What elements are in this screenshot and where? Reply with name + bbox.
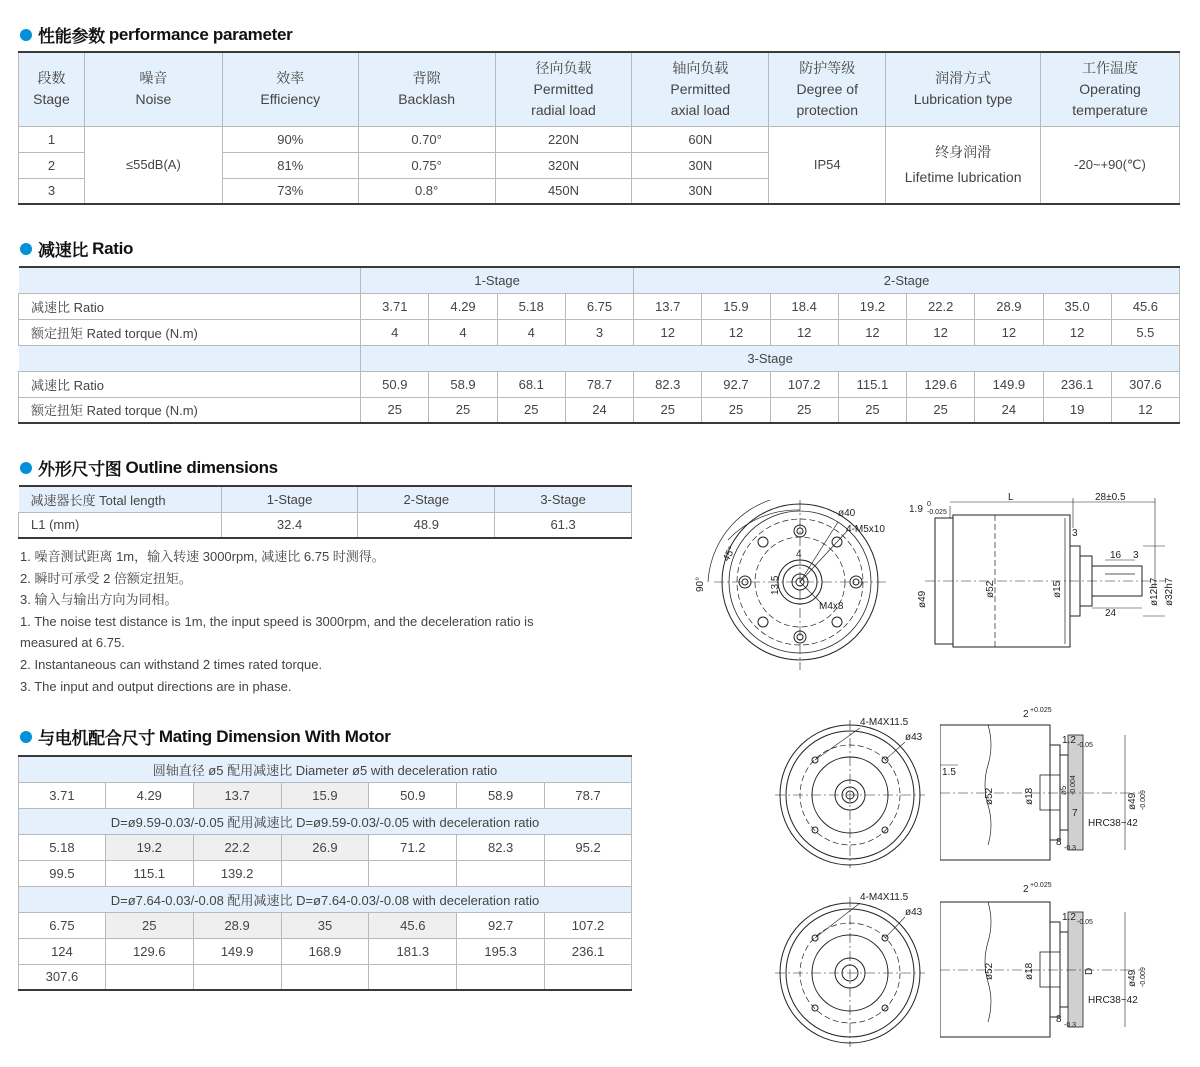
label-d52: ø52 [984, 787, 995, 805]
ratio-cell: 25 [907, 397, 975, 423]
bullet-dot-icon [20, 29, 32, 41]
section-title-zh: 性能参数 [38, 27, 105, 47]
length-cell: L1 (mm) [19, 512, 222, 538]
cell-backlash: 0.75° [358, 152, 495, 178]
mating-row [19, 782, 632, 808]
ratio-cell: 12 [838, 319, 906, 345]
length-cell: 48.9 [358, 512, 495, 538]
mating-cell: 115.1 [105, 860, 193, 886]
header-stage-3: 3-Stage [361, 345, 1180, 371]
section-title-outline [20, 455, 278, 480]
mating-cell: 58.9 [457, 782, 545, 808]
label-4: 4 [796, 549, 802, 560]
label-d49: ø49 [917, 590, 928, 608]
ratio-cell: 45.6 [1111, 293, 1179, 319]
ratio-cell: 92.7 [702, 371, 770, 397]
label-d18: ø18 [1024, 787, 1035, 805]
mating-cell: 129.6 [105, 938, 193, 964]
header-noise: 噪音 Noise [84, 52, 222, 126]
length-header: 3-Stage [495, 486, 632, 512]
mating-cell: 4.29 [105, 782, 193, 808]
ratio-cell: 24 [565, 397, 633, 423]
label-a45: 45° [721, 544, 739, 564]
performance-table [18, 51, 1180, 205]
ratio-table [18, 266, 1180, 424]
ratio-cell: 12 [1111, 397, 1179, 423]
ratio-cell: 12 [770, 319, 838, 345]
label-m4x115: 4-M4X11.5 [860, 892, 909, 903]
mating-cell: 107.2 [545, 912, 632, 938]
note: 3. The input and output directions are in phase. [20, 678, 292, 694]
section-title-ratio [20, 236, 133, 261]
length-cell: 61.3 [495, 512, 632, 538]
section-title-performance [20, 22, 292, 47]
ratio-cell: 3.71 [361, 293, 429, 319]
mating-cell [105, 964, 193, 990]
mating-cell: 6.75 [19, 912, 106, 938]
mating-cell: 95.2 [545, 834, 632, 860]
bullet-dot-icon [20, 243, 32, 255]
cell-stage: 3 [19, 178, 85, 204]
label-2tol: +0.025 [1030, 707, 1052, 714]
ratio-cell: 3 [565, 319, 633, 345]
ratio-cell: 12 [907, 319, 975, 345]
label-8: 8 [1056, 837, 1062, 848]
label-D: D [1084, 967, 1095, 975]
section-title-en: performance parameter [108, 24, 293, 44]
ratio-cell: 58.9 [429, 371, 497, 397]
label-hrc: HRC38~42 [1088, 818, 1138, 829]
torque-row [19, 397, 1180, 423]
label-2: 2 [1023, 709, 1029, 720]
ratio-cell: 25 [702, 397, 770, 423]
ratio-cell: 15.9 [702, 293, 770, 319]
label-19: 1.9 [909, 504, 923, 515]
header-stage: 段数 Stage [19, 52, 85, 126]
ratio-label: 减速比 Ratio [19, 371, 361, 397]
length-header: 减速器长度 Total length [19, 486, 222, 512]
label-d15: ø15 [1052, 580, 1063, 598]
label-d12: ø12h7 [1149, 577, 1160, 606]
header-protection: 防护等级 Degree of protection [769, 52, 886, 126]
ratio-cell: 25 [361, 397, 429, 423]
ratio-cell: 68.1 [497, 371, 565, 397]
mating-cell: 5.18 [19, 834, 106, 860]
ratio-cell: 12 [975, 319, 1043, 345]
ratio-cell: 25 [634, 397, 702, 423]
mating-row [19, 964, 632, 990]
label-d52: ø52 [985, 580, 996, 598]
ratio-cell: 78.7 [565, 371, 633, 397]
section-title-mating [20, 724, 391, 749]
cell-noise: ≤55dB(A) [84, 126, 222, 204]
mating-cell: 82.3 [457, 834, 545, 860]
ratio-cell: 12 [1043, 319, 1111, 345]
label-12: 1.2 [1062, 735, 1076, 746]
ratio-cell: 18.4 [770, 293, 838, 319]
mating-cell [457, 964, 545, 990]
mating-cell: 50.9 [369, 782, 457, 808]
ratio-cell: 149.9 [975, 371, 1043, 397]
label-m4x8: M4x8 [819, 601, 844, 612]
label-d18: ø18 [1024, 962, 1035, 980]
mating-row [19, 860, 632, 886]
ratio-row [19, 371, 1180, 397]
cell-axial: 30N [632, 178, 769, 204]
note: 3. 输入与输出方向为同相。 [20, 592, 178, 608]
ratio-cell: 35.0 [1043, 293, 1111, 319]
header-efficiency: 效率 Efficiency [222, 52, 358, 126]
mating-group-title: D=ø9.59-0.03/-0.05 配用减速比 D=ø9.59-0.03/-0.05 with deceleration ratio [19, 808, 632, 834]
header-radial-load: 径向负载 Permitted radial load [495, 52, 632, 126]
ratio-cell: 28.9 [975, 293, 1043, 319]
mating-cell: 22.2 [193, 834, 281, 860]
notes [20, 546, 580, 697]
torque-label: 额定扭矩 Rated torque (N.m) [19, 319, 361, 345]
mating-cell [369, 964, 457, 990]
section-title-zh: 与电机配合尺寸 [38, 729, 155, 749]
side-view-drawing [905, 488, 1175, 668]
ratio-cell: 24 [975, 397, 1043, 423]
label-d49mtol: -0.009 [1140, 967, 1147, 987]
header-stage-1: 1-Stage [361, 267, 634, 293]
mating-cell: 45.6 [369, 912, 457, 938]
mating-cell: 28.9 [193, 912, 281, 938]
cell-backlash: 0.8° [358, 178, 495, 204]
torque-label: 额定扭矩 Rated torque (N.m) [19, 397, 361, 423]
ratio-cell: 129.6 [907, 371, 975, 397]
mating-cell: 181.3 [369, 938, 457, 964]
blank-header [19, 345, 361, 371]
cell-stage: 1 [19, 126, 85, 152]
mating-group-title: D=ø7.64-0.03/-0.08 配用减速比 D=ø7.64-0.03/-0.08 with deceleration ratio [19, 886, 632, 912]
header-axial-load: 轴向负载 Permitted axial load [632, 52, 769, 126]
mating-row [19, 834, 632, 860]
mating-cell: 149.9 [193, 938, 281, 964]
label-12tol: -0.05 [1077, 919, 1093, 926]
ratio-cell: 22.2 [907, 293, 975, 319]
ratio-cell: 6.75 [565, 293, 633, 319]
header-backlash: 背隙 Backlash [358, 52, 495, 126]
mating-cell: 92.7 [457, 912, 545, 938]
mating-cell: 195.3 [457, 938, 545, 964]
mating-cell: 168.9 [281, 938, 369, 964]
mating-cell [457, 860, 545, 886]
mating-side-drawing-2 [940, 880, 1160, 1045]
section-title-en: Mating Dimension With Motor [158, 726, 391, 746]
label-12tol: -0.05 [1077, 742, 1093, 749]
cell-efficiency: 81% [222, 152, 358, 178]
header-stage-2: 2-Stage [634, 267, 1180, 293]
cell-stage: 2 [19, 152, 85, 178]
mating-cell [369, 860, 457, 886]
label-d49m: ø49 [1127, 792, 1138, 810]
ratio-label: 减速比 Ratio [19, 293, 361, 319]
mating-table [18, 755, 632, 991]
label-8: 8 [1056, 1014, 1062, 1025]
mating-cell: 307.6 [19, 964, 106, 990]
mating-cell [193, 964, 281, 990]
table-row [19, 126, 1180, 152]
mating-row [19, 938, 632, 964]
section-title-zh: 减速比 [38, 241, 89, 261]
mating-cell: 71.2 [369, 834, 457, 860]
header-temperature: 工作温度 Operating temperature [1041, 52, 1180, 126]
label-d49m: ø49 [1127, 969, 1138, 987]
torque-row [19, 319, 1180, 345]
bullet-dot-icon [20, 462, 32, 474]
label-d49mtol: -0.009 [1140, 790, 1147, 810]
label-L: L [1008, 492, 1014, 503]
header-lubrication: 润滑方式 Lubrication type [886, 52, 1041, 126]
label-m5: 4-M5x10 [846, 524, 885, 535]
label-8tol: -0.3 [1064, 845, 1077, 852]
mating-cell: 13.7 [193, 782, 281, 808]
ratio-cell: 25 [838, 397, 906, 423]
cell-temperature: -20~+90(℃) [1041, 126, 1180, 204]
label-d43: ø43 [905, 907, 923, 918]
blank-header [19, 267, 361, 293]
ratio-cell: 25 [429, 397, 497, 423]
mating-cell [281, 860, 369, 886]
ratio-cell: 236.1 [1043, 371, 1111, 397]
ratio-cell: 19.2 [838, 293, 906, 319]
section-title-en: Outline dimensions [125, 457, 278, 477]
label-12: 1.2 [1062, 912, 1076, 923]
label-d40: ø40 [838, 508, 856, 519]
note: 1. The noise test distance is 1m, the input speed is 3000rpm, and the deceleration ratio is measured at 6.75. [20, 613, 534, 651]
ratio-cell: 19 [1043, 397, 1111, 423]
cell-axial: 60N [632, 126, 769, 152]
note: 2. 瞬时可承受 2 倍额定扭矩。 [20, 570, 192, 586]
ratio-cell: 4 [361, 319, 429, 345]
cell-radial: 450N [495, 178, 632, 204]
mating-cell: 99.5 [19, 860, 106, 886]
ratio-cell: 25 [770, 397, 838, 423]
ratio-cell: 25 [497, 397, 565, 423]
label-15: 1.5 [942, 767, 956, 778]
label-8tol: -0.3 [1064, 1022, 1077, 1029]
label-d28: 28±0.5 [1095, 492, 1126, 503]
label-3: 3 [1072, 528, 1078, 539]
label-135: 13.5 [770, 575, 781, 595]
mating-cell: 3.71 [19, 782, 106, 808]
label-d32: ø32h7 [1164, 577, 1175, 606]
label-d52: ø52 [984, 962, 995, 980]
length-table [18, 485, 632, 539]
mating-side-drawing-1 [940, 705, 1160, 870]
ratio-cell: 4 [497, 319, 565, 345]
length-header: 1-Stage [221, 486, 358, 512]
cell-efficiency: 73% [222, 178, 358, 204]
mating-cell [545, 964, 632, 990]
label-m4x115: 4-M4X11.5 [860, 717, 909, 728]
mating-cell: 15.9 [281, 782, 369, 808]
ratio-cell: 13.7 [634, 293, 702, 319]
length-cell: 32.4 [221, 512, 358, 538]
cell-axial: 30N [632, 152, 769, 178]
note: 2. Instantaneous can withstand 2 times rated torque. [20, 656, 323, 672]
label-d5: ø5 [1059, 785, 1068, 795]
note: 1. 噪音测试距离 1m，输入转速 3000rpm, 减速比 6.75 时测得。 [20, 549, 385, 564]
label-hrc: HRC38~42 [1088, 995, 1138, 1006]
cell-lubrication: 终身润滑 Lifetime lubrication [886, 126, 1041, 204]
ratio-row [19, 293, 1180, 319]
section-title-zh: 外形尺寸图 [38, 460, 122, 480]
mating-cell [545, 860, 632, 886]
ratio-cell: 12 [702, 319, 770, 345]
cell-protection: IP54 [769, 126, 886, 204]
length-header: 2-Stage [358, 486, 495, 512]
ratio-cell: 115.1 [838, 371, 906, 397]
front-view-drawing [688, 500, 903, 685]
label-3b: 3 [1133, 550, 1139, 561]
mating-row [19, 912, 632, 938]
ratio-cell: 4.29 [429, 293, 497, 319]
label-7: 7 [1072, 808, 1078, 819]
cell-radial: 320N [495, 152, 632, 178]
mating-cell: 26.9 [281, 834, 369, 860]
mating-group-title: 圆轴直径 ø5 配用减速比 Diameter ø5 with deceleration ratio [19, 756, 632, 782]
section-title-en: Ratio [92, 238, 134, 258]
label-2tol: +0.025 [1030, 882, 1052, 889]
label-16: 16 [1110, 550, 1122, 561]
mating-cell [281, 964, 369, 990]
ratio-cell: 82.3 [634, 371, 702, 397]
label-2: 2 [1023, 884, 1029, 895]
ratio-cell: 307.6 [1111, 371, 1179, 397]
ratio-cell: 12 [634, 319, 702, 345]
mating-cell: 35 [281, 912, 369, 938]
label-tol: 0 [927, 501, 931, 508]
ratio-cell: 5.18 [497, 293, 565, 319]
label-tol: -0.025 [927, 509, 947, 516]
bullet-dot-icon [20, 731, 32, 743]
mating-front-drawing-2 [770, 885, 940, 1050]
label-d43: ø43 [905, 732, 923, 743]
mating-cell: 236.1 [545, 938, 632, 964]
ratio-cell: 5.5 [1111, 319, 1179, 345]
label-d5tol: -0.004 [1070, 775, 1077, 795]
mating-cell: 19.2 [105, 834, 193, 860]
mating-cell: 25 [105, 912, 193, 938]
cell-radial: 220N [495, 126, 632, 152]
mating-cell: 139.2 [193, 860, 281, 886]
ratio-cell: 107.2 [770, 371, 838, 397]
ratio-cell: 4 [429, 319, 497, 345]
mating-cell: 124 [19, 938, 106, 964]
ratio-cell: 50.9 [361, 371, 429, 397]
label-a90: 90° [695, 576, 706, 592]
cell-efficiency: 90% [222, 126, 358, 152]
mating-front-drawing-1 [770, 710, 940, 870]
mating-cell: 78.7 [545, 782, 632, 808]
cell-backlash: 0.70° [358, 126, 495, 152]
label-24: 24 [1105, 608, 1117, 619]
